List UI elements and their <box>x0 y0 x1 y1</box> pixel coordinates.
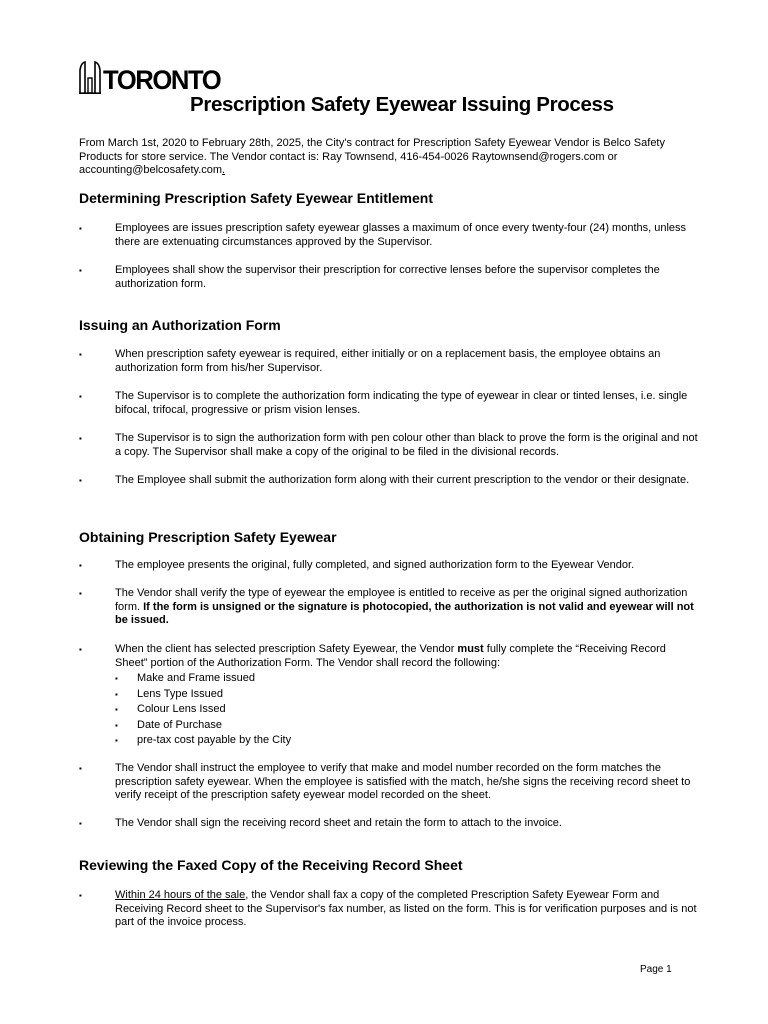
section-heading-entitlement: Determining Prescription Safety Eyewear Entitlement <box>79 190 433 206</box>
bullet-icon: ▪ <box>79 266 82 275</box>
bullet-icon: ▪ <box>79 350 82 359</box>
list-item-text: Employees are issues prescription safety eyewear glasses a maximum of once every twenty-four (24) months, unless there are extenuating circumstances approved by the Supervisor. <box>115 222 687 248</box>
list-item <box>79 222 699 249</box>
bullet-icon: ▪ <box>115 674 118 683</box>
sub-list-item-text: Lens Type Issued <box>137 687 224 700</box>
list-item-text <box>115 587 699 628</box>
sub-list-item <box>115 718 515 734</box>
list-item <box>79 587 699 628</box>
bullet-icon: ▪ <box>79 645 82 654</box>
bullet-icon: ▪ <box>79 589 82 598</box>
list-item-text: The employee presents the original, fully completed, and signed authorization form to the Eyewear Vendor. <box>115 559 635 571</box>
sub-list-item <box>115 702 515 718</box>
bullet-icon: ▪ <box>79 476 82 485</box>
bullet-icon: ▪ <box>79 891 82 900</box>
sub-list-item <box>115 687 515 703</box>
bullet-icon: ▪ <box>115 689 118 699</box>
list-item <box>79 474 699 488</box>
list-item-text: The Vendor shall sign the receiving record sheet and retain the form to attach to the invoice. <box>115 817 562 829</box>
bullet-icon: ▪ <box>115 720 118 730</box>
list-item <box>79 390 699 417</box>
bullet-icon: ▪ <box>115 705 118 714</box>
bullet-icon: ▪ <box>79 392 82 401</box>
list-item-text-bold: must <box>457 643 484 655</box>
list-item-text <box>115 889 699 930</box>
list-item-text-bold: If the form is unsigned or the signature is photocopied, the authorization is not valid and eyewear will not be issued. <box>115 600 694 627</box>
list-item-text-plain: The Vendor shall verify the type of eyewear the employee is entitled to receive as per the original signed authorization form. <box>115 587 688 613</box>
sub-list-item <box>115 671 515 687</box>
bullet-icon: ▪ <box>79 434 82 443</box>
list-item <box>79 762 699 803</box>
list-item-text-plain: , the Vendor shall fax a copy of the completed Prescription Safety Eyewear Form and Receiving Record sheet to the Supervisor's fax number, as listed on the form. This is for verification purposes and is not part of the invoice process. <box>115 889 697 929</box>
section-heading-obtaining-eyewear: Obtaining Prescription Safety Eyewear <box>79 529 337 545</box>
page-title: Prescription Safety Eyewear Issuing Process <box>190 93 614 116</box>
intro-paragraph <box>79 137 699 178</box>
section-heading-faxed-copy: Reviewing the Faxed Copy of the Receiving Record Sheet <box>79 857 463 873</box>
toronto-logo <box>79 58 227 94</box>
list-item-text <box>115 643 699 670</box>
sub-list-item-text: pre-tax cost payable by the City <box>137 734 292 746</box>
list-item-text: The Supervisor is to complete the authorization form indicating the type of eyewear in clear or tinted lenses, i.e. single bifocal, trifocal, progressive or prism vision lenses. <box>115 390 688 416</box>
list-item <box>79 432 699 459</box>
sub-list-item <box>115 733 515 749</box>
list-item-text-plain: When the client has selected prescription Safety Eyewear, the Vendor <box>115 643 458 655</box>
logo-wordmark: TORONTO <box>103 65 221 95</box>
toronto-city-hall-icon <box>79 60 101 94</box>
bullet-icon: ▪ <box>79 764 82 773</box>
page-number: Page 1 <box>640 964 672 975</box>
list-item-text: The Supervisor is to sign the authorization form with pen colour other than black to prove the form is the original and not a copy. The Supervisor shall make a copy of the original to be filed in the divisional records. <box>115 432 698 458</box>
list-item <box>79 817 699 831</box>
list-item-text: The Employee shall submit the authorization form along with their current prescription to the vendor or their designate. <box>115 474 690 486</box>
bullet-icon: ▪ <box>79 819 82 828</box>
list-item <box>79 348 699 375</box>
bullet-icon: ▪ <box>79 224 82 233</box>
bullet-icon: ▪ <box>115 736 118 745</box>
list-item <box>79 889 699 930</box>
sub-list-item-text: Make and Frame issued <box>137 672 255 684</box>
list-item-text: The Vendor shall instruct the employee to verify that make and model number recorded on the form matches the prescription safety eyewear. When the employee is satisfied with the match, he/she signs the receiving record sheet to verify receipt of the prescription safety eyewear model recorded on the sheet. <box>115 762 691 802</box>
bullet-icon: ▪ <box>79 561 82 570</box>
intro-end: . <box>222 164 226 177</box>
list-item-text: When prescription safety eyewear is required, either initially or on a replacement basis, the employee obtains an authorization form from his/her Supervisor. <box>115 348 661 374</box>
list-item <box>79 643 699 670</box>
list-item <box>79 264 699 291</box>
sub-list-item-text: Date of Purchase <box>137 718 222 731</box>
section-heading-authorization-form: Issuing an Authorization Form <box>79 317 281 333</box>
list-item <box>79 559 699 573</box>
list-item-text-underlined: Within 24 hours of the sale <box>115 889 246 901</box>
sub-list-item-text: Colour Lens Issed <box>137 703 226 715</box>
list-item-text-plain: fully complete the “Receiving Record Sheet” portion of the Authorization Form. The Vendor shall record the following: <box>115 643 666 669</box>
list-item-text: Employees shall show the supervisor their prescription for corrective lenses before the supervisor completes the authorization form. <box>115 264 660 290</box>
intro-text: From March 1st, 2020 to February 28th, 2025, the City's contract for Prescription Safety Eyewear Vendor is Belco Safety Products for store service. The Vendor contact is: Ray Townsend, 416-454-0026 Raytownsend@rogers.com or accounting@belcosafety.com <box>79 137 665 177</box>
